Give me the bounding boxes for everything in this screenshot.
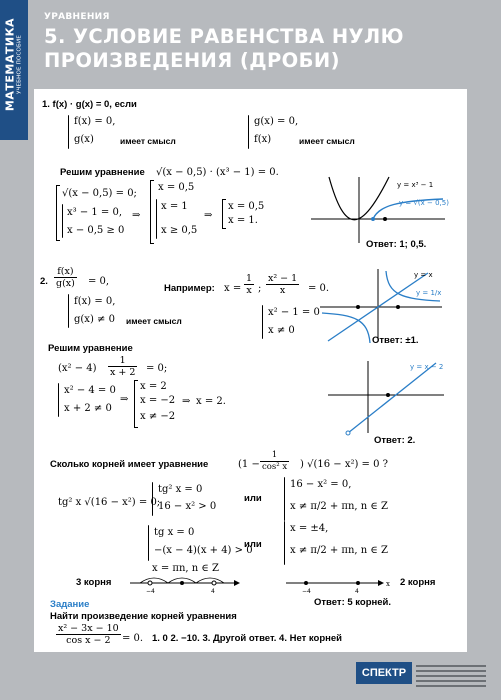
s3-arrow-2: ⇒ — [182, 396, 191, 407]
page-title — [44, 25, 404, 73]
s3-graph — [324, 359, 448, 435]
s4-q-left: (1 − — [238, 459, 260, 470]
s1-cond1-b: g(x) — [74, 134, 94, 145]
s3-graph-label: y = x − 2 — [410, 363, 444, 371]
s1-equation: √(x − 0,5) · (x³ − 1) = 0. — [156, 167, 279, 178]
s1-inner-brace — [62, 204, 63, 238]
s2-brace — [68, 294, 69, 328]
s4-brace-4 — [284, 521, 285, 565]
task-text: Найти произведение корней уравнения — [50, 611, 237, 622]
s1-cond2-c: имеет смысл — [299, 136, 355, 146]
s4-number-lines — [126, 571, 416, 595]
s1-graph — [309, 175, 449, 245]
s3-eq-left: (x² − 4) — [58, 363, 97, 374]
s1-sys-c: x − 0,5 ≥ 0 — [67, 225, 125, 236]
title-line-1: 5. УСЛОВИЕ РАВЕНСТВА НУЛЮ — [44, 25, 404, 48]
s3-bracket — [134, 380, 138, 428]
s4-brace-3 — [148, 525, 149, 561]
s1-graph-label-2: y = √(x − 0,5) — [399, 199, 449, 207]
s4-brace-2 — [284, 477, 285, 521]
s4-b2-a: 16 − x² = 0, — [290, 479, 352, 490]
s4-b5: x = πn, n ∈ Z — [152, 563, 219, 574]
s2-number: 2. — [40, 276, 48, 287]
s2-example-semicolon: ; — [258, 283, 262, 294]
s1-brace-1 — [68, 115, 69, 149]
s3-arrow-1: ⇒ — [120, 394, 129, 405]
s3-solve-label: Решим уравнение — [48, 343, 133, 354]
s4-answer: Ответ: 5 корней. — [314, 597, 392, 608]
s2-cond-1: f(x) = 0, — [74, 296, 116, 307]
s1-bracket-3 — [222, 199, 226, 229]
task-heading: Задание — [50, 599, 90, 610]
s4-b3-a: tg x = 0 — [154, 527, 195, 538]
s1-graph-label-1: y = x³ − 1 — [397, 181, 434, 189]
s2-example-cond-2: x ≠ 0 — [268, 325, 295, 336]
s1-answer: Ответ: 1; 0,5. — [366, 239, 427, 250]
s4-b4-a: x = ±4, — [290, 523, 329, 534]
s4-brace-1 — [152, 482, 153, 516]
s4-b1-a: tg² x = 0 — [158, 484, 203, 495]
s3-answer: Ответ: 2. — [374, 435, 416, 446]
s2-graph — [316, 267, 446, 343]
spine-banner — [0, 0, 28, 140]
publisher-info — [416, 662, 486, 692]
publisher-logo: СПЕКТР — [356, 662, 412, 684]
s4-roots-2: 2 корня — [400, 577, 436, 588]
s2-example-brace — [262, 305, 263, 339]
s1-step2-b: x = 1 — [161, 201, 188, 212]
s2-example-lhs: x = — [224, 283, 242, 294]
s3-result-1: x = 2 — [140, 381, 167, 392]
s4-axis1-label-right: 4 — [211, 588, 215, 595]
s1-bracket — [56, 185, 60, 241]
s1-inner-brace-2 — [156, 199, 157, 239]
s4-b4-b: x ≠ π/2 + πn, n ∈ Z — [290, 545, 388, 556]
s4-axis1-label-left: −4 — [146, 588, 155, 595]
s4-b3-b: −(x − 4)(x + 4) > 0 — [154, 545, 253, 556]
topic-label: УРАВНЕНИЯ — [44, 12, 110, 22]
s1-step3-b: x = 1. — [228, 215, 258, 226]
s2-example-cond-1: x² − 1 = 0 — [268, 307, 320, 318]
s1-bracket-2 — [150, 180, 154, 244]
s2-graph-label-1: y = x — [414, 271, 433, 279]
s1-solve-label: Решим уравнение — [60, 167, 145, 178]
s1-step2-c: x ≥ 0,5 — [161, 225, 198, 236]
task-fraction: $\frac{\text{x² − 3x − 10}}{\text{cos x − 2}}$ — [58, 623, 119, 646]
s2-cond-2b: имеет смысл — [126, 316, 182, 326]
s2-fraction: $\frac{f(x)}{g(x)}$ — [56, 266, 75, 289]
s4-axis2-x: x — [386, 580, 390, 588]
s1-sys-b: x³ − 1 = 0, — [67, 207, 123, 218]
s3-brace — [58, 383, 59, 417]
content-sheet — [34, 89, 467, 652]
s4-q-right: ) √(16 − x²) = 0 ? — [300, 459, 389, 470]
s3-result-3: x ≠ −2 — [140, 411, 176, 422]
spine-subject: МАТЕМАТИКА — [3, 17, 17, 112]
s2-eq0: = 0, — [88, 276, 110, 287]
s1-step3-a: x = 0,5 — [228, 201, 265, 212]
s2-example-frac1: $\frac{1}{x}$ — [246, 273, 253, 296]
s3-cond-1: x² − 4 = 0 — [64, 385, 116, 396]
s1-arrow-2: ⇒ — [204, 210, 213, 221]
s4-q-frac: $\frac{1}{\text{cos² x}}$ — [262, 450, 288, 472]
s2-cond-2: g(x) ≠ 0 — [74, 314, 115, 325]
s1-cond2-a: g(x) = 0, — [254, 116, 299, 127]
s4-roots-3: 3 корня — [76, 577, 112, 588]
s4-question: Сколько корней имеет уравнение — [50, 459, 209, 470]
s1-cond2-b: f(x) — [254, 134, 272, 145]
s4-b2-b: x ≠ π/2 + πn, n ∈ Z — [290, 501, 388, 512]
s1-cond1-c: имеет смысл — [120, 136, 176, 146]
s3-final: x = 2. — [196, 396, 226, 407]
s1-sys-a: √(x − 0,5) = 0; — [62, 188, 137, 199]
s2-answer: Ответ: ±1. — [372, 335, 419, 346]
s2-example-eq: = 0. — [308, 283, 330, 294]
s3-cond-2: x + 2 ≠ 0 — [64, 403, 112, 414]
s4-or-1: или — [244, 493, 262, 504]
s4-or-2: или — [244, 539, 262, 550]
s3-result-2: x = −2 — [140, 395, 176, 406]
s1-step2-a: x = 0,5 — [158, 182, 195, 193]
s3-eq-frac: $\frac{1}{x + 2}$ — [110, 355, 136, 378]
s2-example-label: Например: — [164, 283, 215, 294]
task-eq: = 0. — [122, 633, 144, 644]
s1-arrow-1: ⇒ — [132, 210, 141, 221]
s1-brace-2 — [248, 115, 249, 149]
s2-graph-label-2: y = 1/x — [416, 289, 442, 297]
s4-axis2-label-left: −4 — [302, 588, 311, 595]
s4-left-eq: tg² x √(16 − x²) = 0; — [58, 497, 161, 508]
title-line-2: ПРОИЗВЕДЕНИЯ (ДРОБИ) — [44, 49, 340, 72]
s4-b1-b: 16 − x² > 0 — [158, 501, 217, 512]
s4-axis2-label-right: 4 — [355, 588, 359, 595]
spine-subtitle: УЧЕБНОЕ ПОСОБИЕ — [16, 34, 23, 95]
s2-example-frac2: $\frac{\text{x² − 1}}{x}$ — [268, 273, 298, 296]
s1-heading: 1. f(x) · g(x) = 0, если — [42, 99, 137, 110]
s1-cond1-a: f(x) = 0, — [74, 116, 116, 127]
task-options: 1. 0 2. −10. 3. Другой ответ. 4. Нет корней — [152, 633, 343, 644]
s3-eq-right: = 0; — [146, 363, 168, 374]
